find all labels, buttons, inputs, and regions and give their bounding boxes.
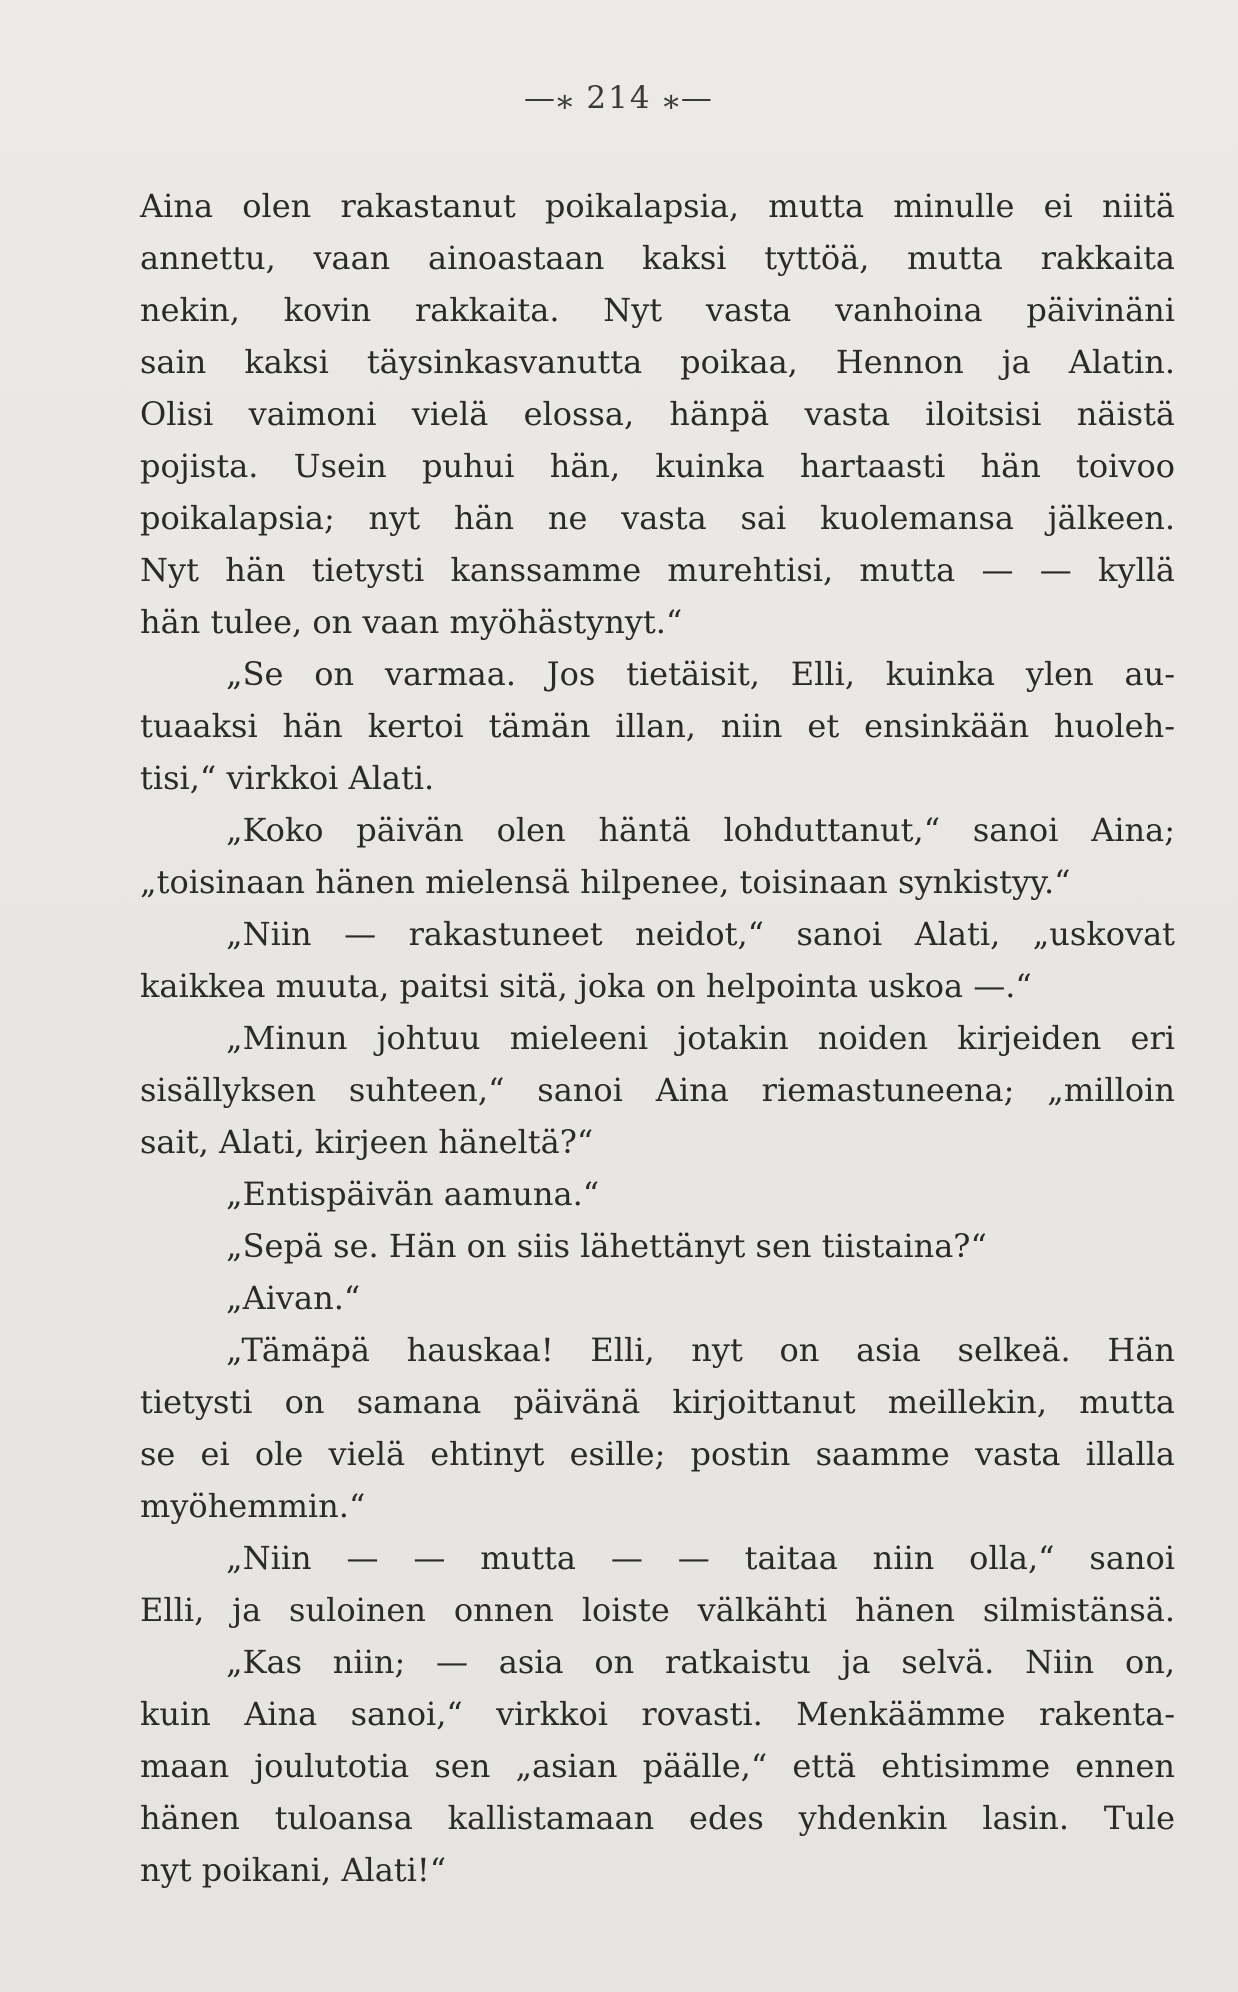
text-line: Elli, ja suloinen onnen loiste välkähti hänen silmistänsä. [140, 1591, 1175, 1629]
text-line: „Niin — — mutta — — taitaa niin olla,“ sanoi [226, 1539, 1175, 1577]
text-line: hän tulee, on vaan myöhästynyt.“ [140, 603, 683, 641]
text-line: tuaaksi hän kertoi tämän illan, niin et ensinkään huoleh- [140, 707, 1175, 745]
text-line: hänen tuloansa kallistamaan edes yhdenkin lasin. Tule [140, 1799, 1175, 1837]
text-line: „Se on varmaa. Jos tietäisit, Elli, kuinka ylen au- [226, 655, 1175, 693]
text-line: „Koko päivän olen häntä lohduttanut,“ sanoi Aina; [226, 811, 1175, 849]
text-line: tisi,“ virkkoi Alati. [140, 759, 435, 797]
text-line: „Minun johtuu mieleeni jotakin noiden kirjeiden eri [226, 1019, 1175, 1057]
text-line: sisällyksen suhteen,“ sanoi Aina riemastuneena; „milloin [140, 1071, 1175, 1109]
text-line: sait, Alati, kirjeen häneltä?“ [140, 1123, 594, 1161]
text-line: sain kaksi täysinkasvanutta poikaa, Hennon ja Alatin. [140, 343, 1175, 381]
text-line: „Entispäivän aamuna.“ [226, 1175, 600, 1213]
text-line: „Niin — rakastuneet neidot,“ sanoi Alati, „uskovat [226, 915, 1175, 953]
text-line: Olisi vaimoni vielä elossa, hänpä vasta iloitsisi näistä [140, 395, 1175, 433]
text-line: tietysti on samana päivänä kirjoittanut meillekin, mutta [140, 1383, 1175, 1421]
text-line: kaikkea muuta, paitsi sitä, joka on helpointa uskoa —.“ [140, 967, 1032, 1005]
text-line: myöhemmin.“ [140, 1487, 366, 1525]
text-line: pojista. Usein puhui hän, kuinka hartaasti hän toivoo [140, 447, 1175, 485]
text-line: se ei ole vielä ehtinyt esille; postin saamme vasta illalla [140, 1435, 1175, 1473]
text-line: nekin, kovin rakkaita. Nyt vasta vanhoina päivinäni [140, 291, 1175, 329]
text-line: maan joulutotia sen „asian päälle,“ että ehtisimme ennen [140, 1747, 1175, 1785]
page-body-text [140, 180, 1175, 1896]
page-number-header: —⁎ 214 ⁎— [524, 80, 714, 116]
text-line: kuin Aina sanoi,“ virkkoi rovasti. Menkäämme rakenta- [140, 1695, 1175, 1733]
text-line: Aina olen rakastanut poikalapsia, mutta minulle ei niitä [140, 187, 1175, 225]
text-line: nyt poikani, Alati!“ [140, 1851, 447, 1889]
text-line: „Kas niin; — asia on ratkaistu ja selvä. Niin on, [226, 1643, 1175, 1681]
text-line: Nyt hän tietysti kanssamme murehtisi, mutta — — kyllä [140, 551, 1175, 589]
text-line: „Tämäpä hauskaa! Elli, nyt on asia selkeä. Hän [226, 1331, 1175, 1369]
text-line: „Sepä se. Hän on siis lähettänyt sen tiistaina?“ [226, 1227, 987, 1265]
text-line: „toisinaan hänen mielensä hilpenee, toisinaan synkistyy.“ [140, 863, 1071, 901]
text-line: annettu, vaan ainoastaan kaksi tyttöä, mutta rakkaita [140, 239, 1175, 277]
text-line: poikalapsia; nyt hän ne vasta sai kuolemansa jälkeen. [140, 499, 1175, 537]
text-line: „Aivan.“ [226, 1279, 361, 1317]
